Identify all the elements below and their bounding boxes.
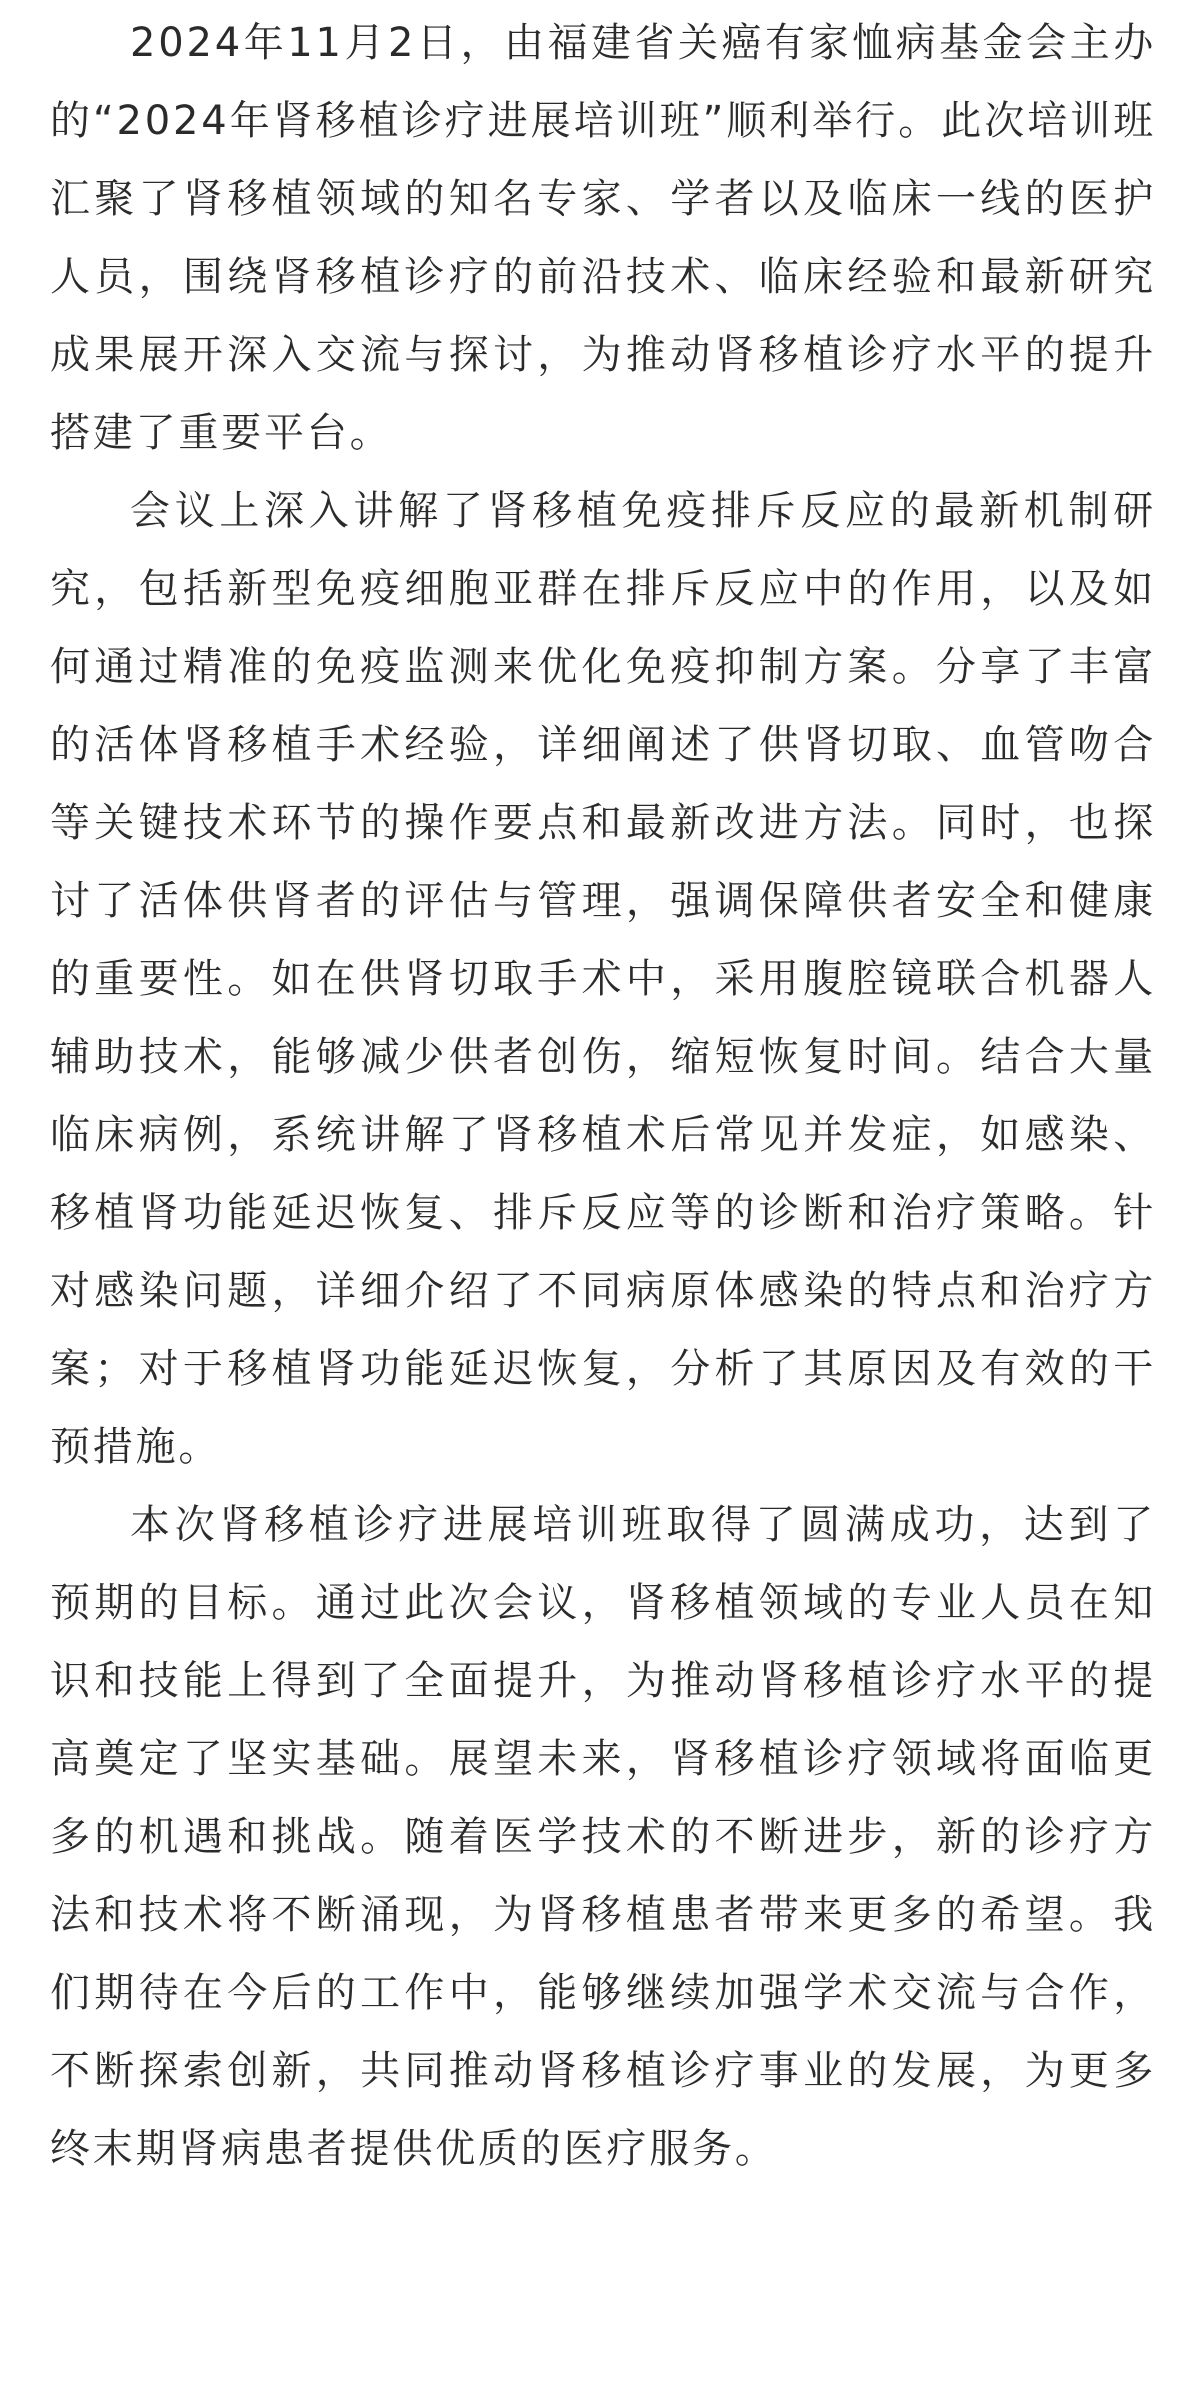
article-paragraph-3: 本次肾移植诊疗进展培训班取得了圆满成功，达到了预期的目标。通过此次会议，肾移植领域的专业人员在知识和技能上得到了全面提升，为推动肾移植诊疗水平的提高奠定了坚实基础。展望未来，肾移植诊疗领域将面临更多的机遇和挑战。随着医学技术的不断进步，新的诊疗方法和技术将不断涌现，为肾移植患者带来更多的希望。我们期待在今后的工作中，能够继续加强学术交流与合作，不断探索创新，共同推动肾移植诊疗事业的发展，为更多终末期肾病患者提供优质的医疗服务。 (50, 1502, 1156, 2172)
article-paragraph-2: 会议上深入讲解了肾移植免疫排斥反应的最新机制研究，包括新型免疫细胞亚群在排斥反应中的作用，以及如何通过精准的免疫监测来优化免疫抑制方案。分享了丰富的活体肾移植手术经验，详细阐述了供肾切取、血管吻合等关键技术环节的操作要点和最新改进方法。同时，也探讨了活体供肾者的评估与管理，强调保障供者安全和健康的重要性。如在供肾切取手术中，采用腹腔镜联合机器人辅助技术，能够减少供者创伤，缩短恢复时间。结合大量临床病例，系统讲解了肾移植术后常见并发症，如感染、移植肾功能延迟恢复、排斥反应等的诊断和治疗策略。针对感染问题，详细介绍了不同病原体感染的特点和治疗方案；对于移植肾功能延迟恢复，分析了其原因及有效的干预措施。 (50, 488, 1156, 1470)
article-paragraph-1: 2024年11月2日，由福建省关癌有家恤病基金会主办的“2024年肾移植诊疗进展培训班”顺利举行。此次培训班汇聚了肾移植领域的知名专家、学者以及临床一线的医护人员，围绕肾移植诊疗的前沿技术、临床经验和最新研究成果展开深入交流与探讨，为推动肾移植诊疗水平的提升搭建了重要平台。 (50, 20, 1156, 456)
